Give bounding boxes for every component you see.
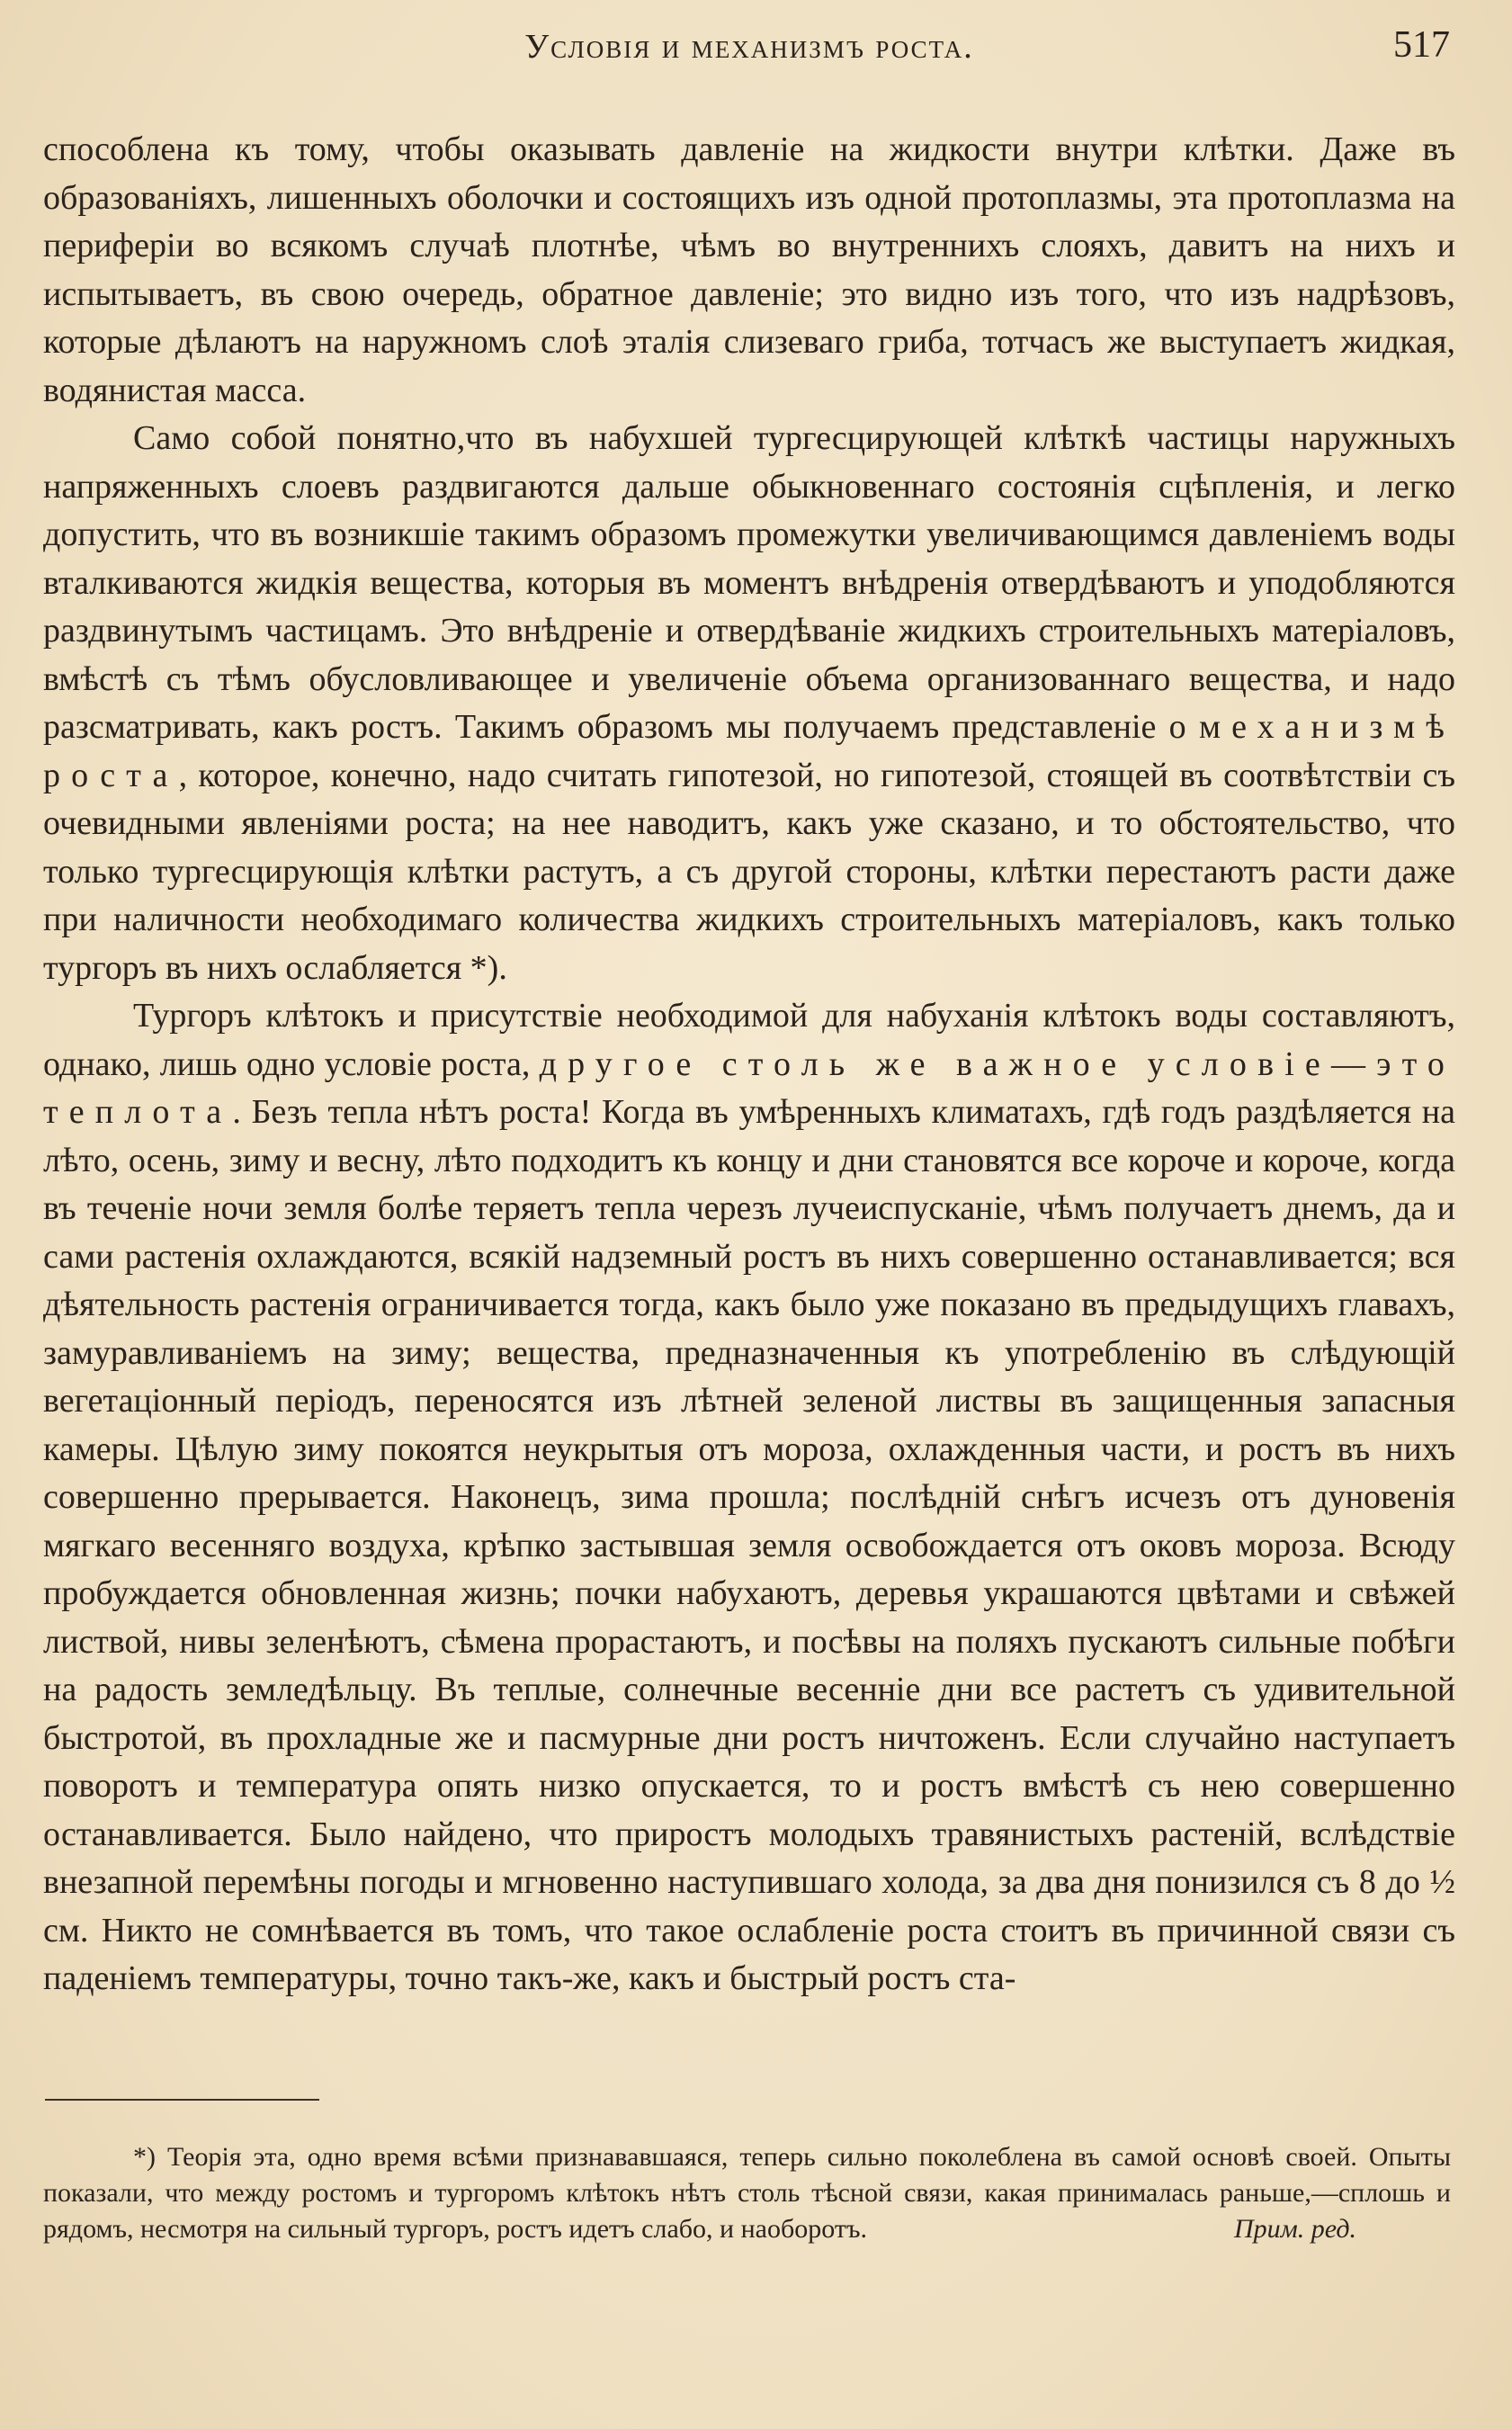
footnote-signature: Прим. ред. [1233, 2214, 1356, 2244]
footnote-text: *) Теорія эта, одно время всѣми признававшаяся, теперь сильно поколеблена въ самой основѣ своей. Опыты показали, что между ростомъ и тургоромъ клѣтокъ нѣтъ столь тѣсной связи, какая принималась раньше,—сплошь и рядомъ, несмотря на сильный тургоръ, ростъ идетъ слабо, и наоборотъ. [43, 2142, 1451, 2244]
spaced-emphasis: механизмѣ роста [43, 708, 1455, 794]
paragraph-3 [43, 992, 1455, 2003]
paragraph-text: способлена къ тому, чтобы оказывать давленіе на жидкости внутри клѣтки. Даже въ образованіяхъ, лишенныхъ оболочки и состоящихъ изъ одной протоплазмы, эта протоплазма на периферіи во всякомъ случаѣ плотнѣе, чѣмъ во внутреннихъ слояхъ, давитъ на нихъ и испытываетъ, въ свою очередь, обратное давленіе; это видно изъ того, что изъ надрѣзовъ, которые дѣлаютъ на наружномъ слоѣ эталія слизеваго гриба, тотчасъ же выступаетъ жидкая, водянистая масса. [43, 130, 1455, 409]
paragraph-text: , которое, конечно, надо считать гипотезой, но гипотезой, стоящей въ соотвѣтствіи съ очевидными явленіями роста; на нее наводитъ, какъ уже сказано, и то обстоятельство, что только тургесцирующія клѣтки растутъ, а съ другой стороны, клѣтки перестаютъ расти даже при наличности необходимаго количества жидкихъ строительныхъ матеріаловъ, какъ только тургоръ въ нихъ ослабляется *). [43, 756, 1455, 987]
page-header [43, 24, 1455, 81]
paragraph-text: Тургоръ клѣтокъ и присутствіе необходимой для набуханія клѣтокъ воды составляютъ, однако, лишь одно условіе роста, [43, 997, 1455, 1083]
footnote [43, 2139, 1451, 2247]
paragraph-text: . Безъ тепла нѣтъ роста! Когда въ умѣренныхъ климатахъ, гдѣ годъ раздѣляется на лѣто, осень, зиму и весну, лѣто подходитъ къ концу и дни становятся все короче и короче, когда въ теченіе ночи земля болѣе теряетъ тепла черезъ лучеиспусканіе, чѣмъ получаетъ днемъ, да и сами растенія охлаждаются, всякій надземный ростъ въ нихъ совершенно останавливается; вся дѣятельность растенія ограничивается тогда, какъ было уже показано въ предыдущихъ главахъ, замуравливаніемъ на зиму; вещества, предназначенныя къ употребленію въ слѣдующій вегетаціонный періодъ, переносятся изъ лѣтней зеленой листвы въ защищенныя запасныя камеры. Цѣлую зиму покоятся неукрытыя отъ мороза, охлажденныя части, и ростъ въ нихъ совершенно прерывается. Наконецъ, зима прошла; послѣдній снѣгъ исчезъ отъ дуновенія мягкаго весенняго воздуха, крѣпко застывшая земля освобождается отъ оковъ мороза. Всюду пробуждается обновленная жизнь; почки набухаютъ, деревья украшаются цвѣтами и свѣжей листвой, нивы зеленѣютъ, сѣмена прорастаютъ, и посѣвы на поляхъ пускаютъ сильные побѣги на радость земледѣльцу. Въ теплые, солнечные весенніе дни все растетъ съ удивительной быстротой, въ прохладные же и пасмурные дни ростъ ничтоженъ. Если случайно наступаетъ поворотъ и температура опять низко опускается, то и ростъ вмѣстѣ съ нею совершенно останавливается. Было найдено, что приростъ молодыхъ травянистыхъ растеній, вслѣдствіе внезапной перемѣны погоды и мгновенно наступившаго холода, за два дня понизился съ 8 до ½ см. Никто не сомнѣвается въ томъ, что такое ослабленіе роста стоитъ въ причинной связи съ паденіемъ температуры, точно такъ-же, какъ и быстрый ростъ ста- [43, 1093, 1455, 1997]
footnote-divider [45, 2099, 319, 2101]
paragraph-text: Само собой понятно,что въ набухшей тургесцирующей клѣткѣ частицы наружныхъ напряженныхъ слоевъ раздвигаются дальше обыкновеннаго состоянія сцѣпленія, и легко допустить, что въ возникшіе такимъ образомъ промежутки увеличивающимся давленіемъ воды вталкиваются жидкія вещества, которыя въ моментъ внѣдренія отвердѣваютъ и уподобляются раздвинутымъ частицамъ. Это внѣдреніе и отвердѣваніе жидкихъ строительныхъ матеріаловъ, вмѣстѣ съ тѣмъ обусловливающее и увеличеніе объема организованнаго вещества, и надо разсматривать, какъ ростъ. Такимъ образомъ мы получаемъ представленіе о [43, 419, 1455, 746]
paragraph-2 [43, 415, 1455, 992]
body-text [43, 126, 1455, 2003]
running-title: Условія и механизмъ роста. [524, 28, 974, 66]
paragraph-1 [43, 126, 1455, 415]
page-number: 517 [1393, 24, 1450, 66]
spaced-emphasis: другое столь же важное условіе—это теплота [43, 1044, 1455, 1131]
